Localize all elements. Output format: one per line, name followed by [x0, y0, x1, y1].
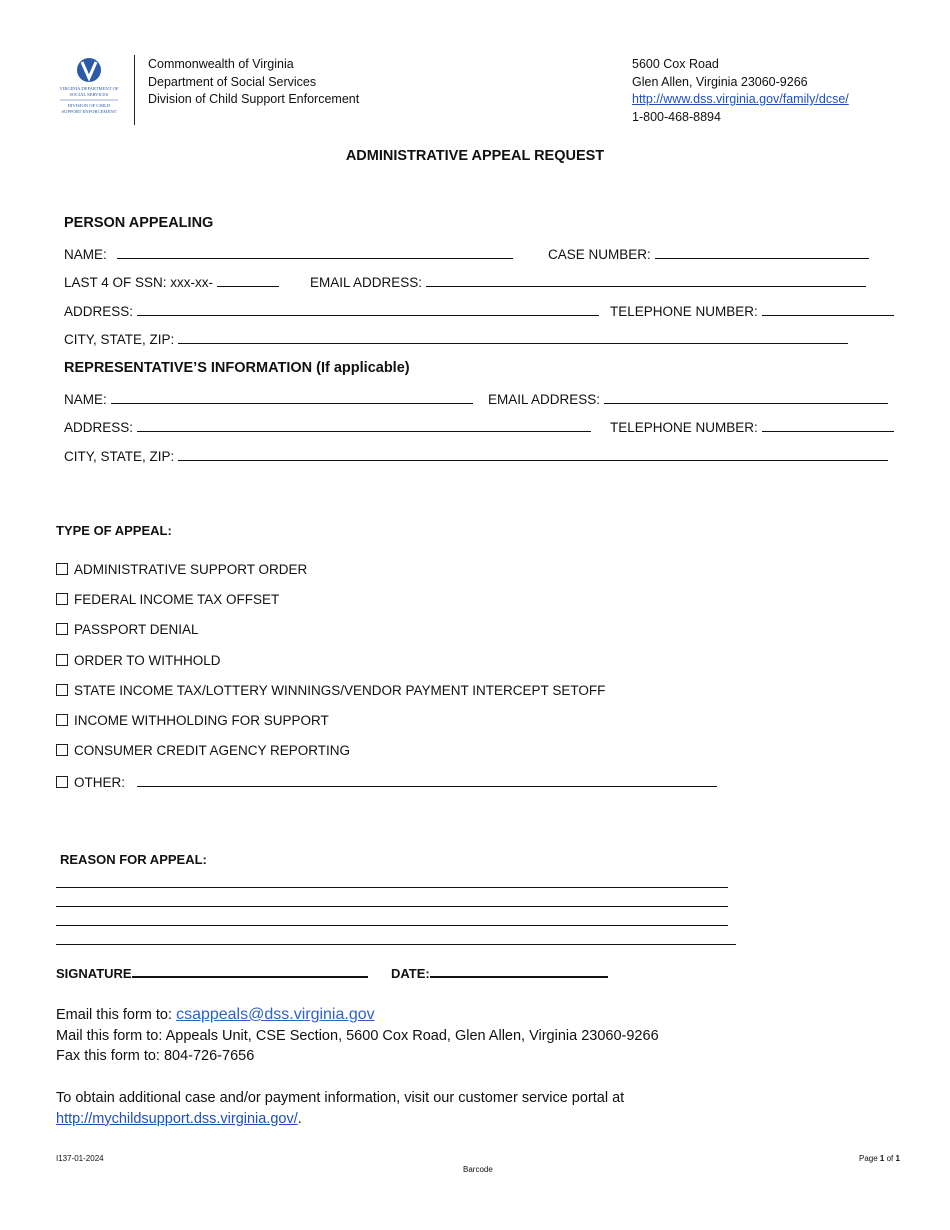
checkbox[interactable] — [56, 623, 68, 635]
ssn-field[interactable] — [217, 274, 279, 287]
portal-text: To obtain additional case and/or payment information, visit our customer service portal at — [56, 1090, 625, 1106]
email-instruction: Email this form to: — [56, 1007, 177, 1023]
case-number-row — [548, 246, 869, 262]
phone-number: 1-800-468-8894 — [632, 109, 721, 124]
barcode-label: Barcode — [463, 1165, 493, 1174]
other-field[interactable] — [137, 774, 717, 787]
rep-address-label: ADDRESS: — [64, 420, 134, 435]
date-label: DATE: — [391, 966, 430, 981]
page-title: ADMINISTRATIVE APPEAL REQUEST — [345, 148, 605, 164]
form-id: I137-01-2024 — [56, 1154, 104, 1163]
appeals-email-link[interactable]: csappeals@dss.virginia.gov — [176, 1006, 375, 1023]
appeal-option-label: STATE INCOME TAX/LOTTERY WINNINGS/VENDOR PAYMENT INTERCEPT SETOFF — [74, 683, 606, 698]
fax-instruction: Fax this form to: 804-726-7656 — [56, 1048, 255, 1064]
rep-address-row — [64, 419, 591, 435]
person-name-row — [64, 246, 513, 262]
instructions — [56, 1005, 659, 1067]
address-line-2: Glen Allen, Virginia 23060-9266 — [632, 74, 808, 89]
rep-name-label: NAME: — [64, 392, 107, 407]
person-heading: PERSON APPEALING — [64, 215, 214, 231]
checkbox[interactable] — [56, 563, 68, 575]
person-phone-row — [610, 303, 894, 319]
contact-block — [632, 56, 849, 126]
address-line-1: 5600 Cox Road — [632, 57, 719, 71]
appeal-option-income-withholding[interactable] — [56, 713, 329, 728]
appeal-option-other[interactable] — [56, 774, 717, 790]
date-field[interactable] — [430, 964, 608, 978]
rep-city-field[interactable] — [178, 448, 888, 461]
rep-email-label: EMAIL ADDRESS: — [488, 392, 601, 407]
reason-line-3[interactable] — [56, 925, 728, 926]
appeal-option-label: OTHER: — [74, 775, 126, 790]
rep-phone-field[interactable] — [762, 419, 894, 432]
rep-heading: REPRESENTATIVE’S INFORMATION (If applicable) — [64, 360, 410, 376]
mail-instruction: Mail this form to: Appeals Unit, CSE Section, 5600 Cox Road, Glen Allen, Virginia 23060-9266 — [56, 1027, 659, 1044]
checkbox[interactable] — [56, 714, 68, 726]
reason-line-1[interactable] — [56, 887, 728, 888]
page-total: 1 — [895, 1154, 900, 1163]
page-indicator — [859, 1154, 900, 1163]
signature-label: SIGNATURE — [56, 966, 132, 981]
org-line-1: Commonwealth of Virginia — [148, 57, 294, 71]
portal-link[interactable]: http://mychildsupport.dss.virginia.gov/ — [56, 1110, 298, 1127]
appeal-option-label: ORDER TO WITHHOLD — [74, 653, 221, 668]
person-phone-field[interactable] — [762, 303, 894, 316]
org-line-2: Department of Social Services — [148, 74, 317, 89]
page-num: 1 — [879, 1154, 885, 1163]
signature-row — [56, 964, 368, 981]
checkbox[interactable] — [56, 684, 68, 696]
checkbox[interactable] — [56, 593, 68, 605]
rep-name-field[interactable] — [111, 391, 473, 404]
person-address-label: ADDRESS: — [64, 304, 134, 319]
case-number-field[interactable] — [655, 246, 869, 259]
appeal-option-label: FEDERAL INCOME TAX OFFSET — [74, 592, 280, 607]
signature-field[interactable] — [132, 964, 368, 978]
appeal-option-admin-support[interactable] — [56, 562, 307, 577]
logo-text-3: DIVISION OF CHILD — [67, 103, 111, 108]
logo-text-2: SOCIAL SERVICES — [69, 92, 109, 97]
appeal-option-label: INCOME WITHHOLDING FOR SUPPORT — [74, 713, 329, 728]
ssn-row — [64, 274, 279, 290]
rep-address-field[interactable] — [137, 419, 591, 432]
page-prefix: Page — [859, 1154, 880, 1163]
portal-block — [56, 1088, 624, 1129]
rep-name-row — [64, 391, 473, 407]
logo-text-1: VIRGINIA DEPARTMENT OF — [59, 86, 119, 91]
website-link[interactable]: http://www.dss.virginia.gov/family/dcse/ — [632, 92, 849, 106]
reason-line-2[interactable] — [56, 906, 728, 907]
appeal-option-label: CONSUMER CREDIT AGENCY REPORTING — [74, 743, 351, 758]
checkbox[interactable] — [56, 776, 68, 788]
person-name-label: NAME: — [64, 247, 107, 262]
person-address-field[interactable] — [137, 303, 599, 316]
person-email-field[interactable] — [426, 274, 866, 287]
appeal-option-label: ADMINISTRATIVE SUPPORT ORDER — [74, 562, 308, 577]
person-city-row — [64, 331, 848, 347]
rep-email-row — [488, 391, 888, 407]
rep-email-field[interactable] — [604, 391, 888, 404]
checkbox[interactable] — [56, 744, 68, 756]
person-email-label: EMAIL ADDRESS: — [310, 275, 423, 290]
org-line-3: Division of Child Support Enforcement — [148, 92, 360, 106]
portal-suffix: . — [297, 1110, 302, 1127]
person-address-row — [64, 303, 599, 319]
rep-phone-label: TELEPHONE NUMBER: — [610, 420, 758, 435]
person-phone-label: TELEPHONE NUMBER: — [610, 304, 758, 319]
appeal-option-label: PASSPORT DENIAL — [74, 622, 199, 637]
rep-city-row — [64, 448, 888, 464]
appeal-option-federal-tax[interactable] — [56, 592, 279, 607]
page-mid: of — [884, 1154, 896, 1163]
org-block — [148, 56, 359, 109]
checkbox[interactable] — [56, 654, 68, 666]
appeal-type-heading: TYPE OF APPEAL: — [56, 523, 172, 538]
case-number-label: CASE NUMBER: — [548, 247, 651, 262]
person-email-row — [310, 274, 866, 290]
rep-city-label: CITY, STATE, ZIP: — [64, 449, 175, 464]
date-row — [391, 964, 608, 981]
person-city-label: CITY, STATE, ZIP: — [64, 332, 175, 347]
rep-phone-row — [610, 419, 894, 435]
header-divider — [134, 55, 135, 125]
dss-logo — [54, 56, 124, 122]
appeal-option-order-withhold[interactable] — [56, 653, 221, 668]
appeal-option-state-tax[interactable] — [56, 683, 605, 698]
person-city-field[interactable] — [178, 331, 848, 344]
appeal-option-passport[interactable] — [56, 622, 199, 637]
person-name-field[interactable] — [117, 246, 513, 259]
reason-line-4[interactable] — [56, 944, 736, 945]
reason-heading: REASON FOR APPEAL: — [60, 852, 207, 867]
logo-text-4: SUPPORT ENFORCEMENT — [61, 109, 117, 114]
ssn-label: LAST 4 OF SSN: xxx-xx- — [64, 275, 214, 290]
appeal-option-credit-reporting[interactable] — [56, 743, 350, 758]
